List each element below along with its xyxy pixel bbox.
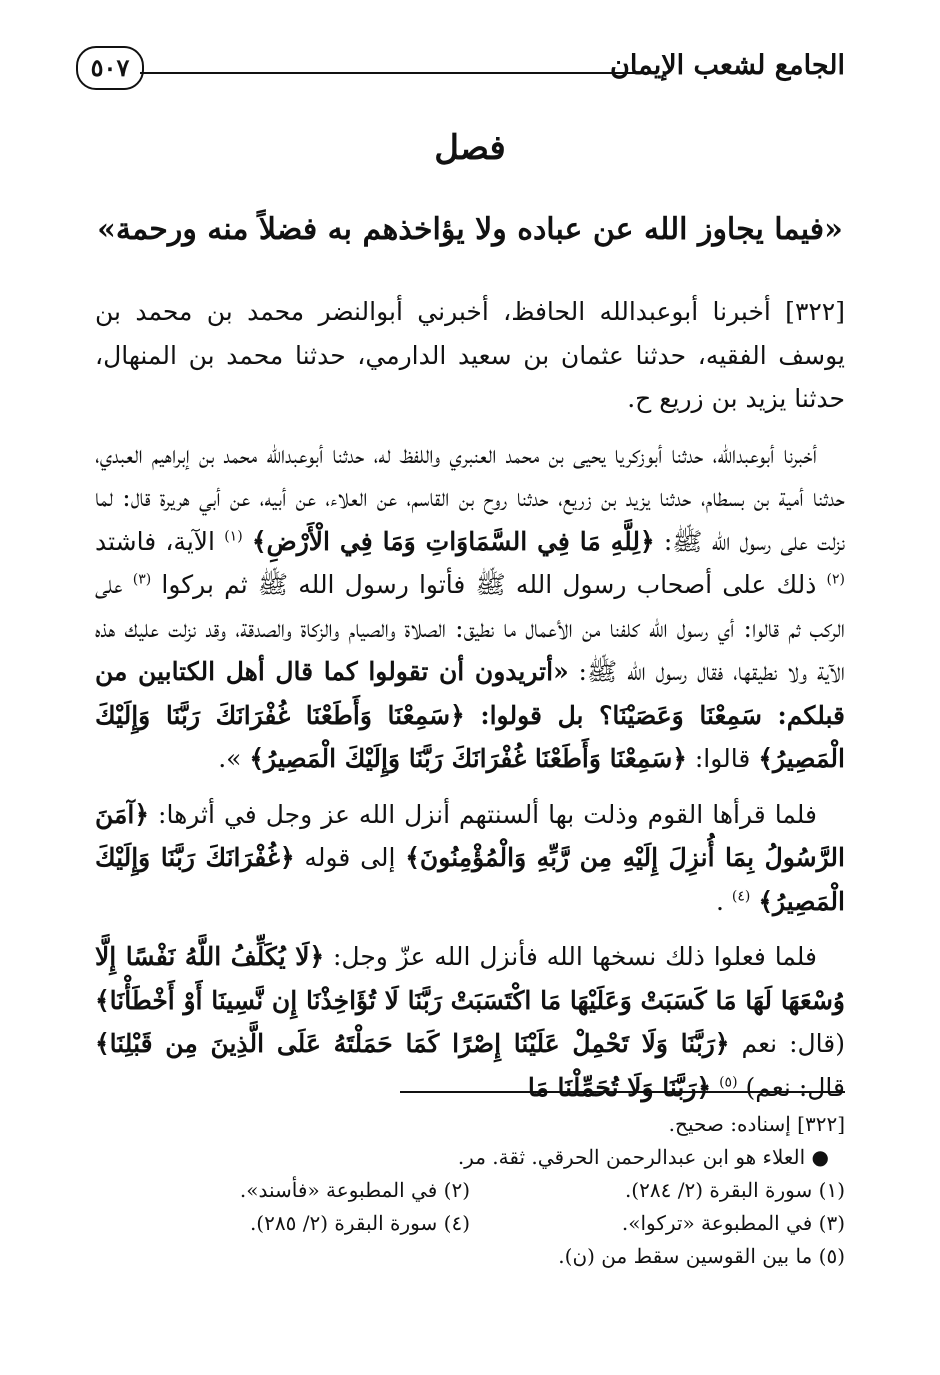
chapter-title: «فيما يجاوز الله عن عباده ولا يؤاخذهم به فضلاً منه ورحمة» xyxy=(97,212,843,247)
footnote-1: (١) سورة البقرة (٢/ ٢٨٤). xyxy=(624,1178,845,1202)
paragraph-text: ذلك على أصحاب رسول الله ﷺ فأتوا رسول الله ﷺ ثم بركوا xyxy=(161,570,817,599)
quran-verse: ﴿سَمِعْنَا وَأَطَعْنَا غُفْرَانَكَ رَبَّنَا وَإِلَيْكَ الْمَصِيرُ﴾ xyxy=(249,744,687,773)
footnotes xyxy=(95,1108,845,1273)
paragraph-text: ». xyxy=(218,744,242,773)
paragraph-text: فلما فعلوا ذلك نسخها الله فأنزل الله عزّ وجل: xyxy=(324,942,817,971)
quran-verse: ﴿آمَنَ الرَّسُولُ بِمَا أُنزِلَ إِلَيْهِ مِن رَّبِّهِ وَالْمُؤْمِنُونَ﴾ xyxy=(95,799,845,872)
running-title: الجامع لشعب الإيمان xyxy=(610,50,845,81)
paragraph-text: (قال: نعم xyxy=(729,1029,845,1058)
paragraph-text: قال: نعم) xyxy=(745,1072,845,1102)
quran-verse: ﴿رَبَّنَا وَلَا تُحَمِّلْنَا مَا xyxy=(527,1072,712,1102)
footnote-row xyxy=(95,1207,845,1240)
hadith-quote: «أتريدون أن تقولوا كما قال أهل الكتابين من قبلكم: سَمِعْنَا وَعَصَيْنَا؟ بل قولوا: ﴿سَمِعْنَا وَأَطَعْنَا غُفْرَانَكَ رَبَّنَا وَإِلَيْكَ الْمَصِيرُ﴾ xyxy=(95,657,845,773)
footnote-isnad: [٣٢٢] إسناده: صحيح. xyxy=(668,1112,845,1136)
paragraph-4 xyxy=(95,935,845,1109)
paragraph-text: . xyxy=(715,886,724,916)
section-title: فصل xyxy=(434,128,506,168)
footnote-2: (٢) في المطبوعة «فأسند». xyxy=(239,1178,470,1202)
paragraph-text: الآية، فاشتد xyxy=(95,526,215,556)
page-number: ٥٠٧ xyxy=(76,46,144,90)
paragraph-2 xyxy=(95,433,845,781)
footnote-3: (٣) في المطبوعة «تركوا». xyxy=(621,1211,845,1235)
quran-verse: ﴿غُفْرَانَكَ رَبَّنَا وَإِلَيْكَ الْمَصِيرُ﴾ xyxy=(95,843,845,916)
footnote-marker: (٤) xyxy=(731,888,751,905)
quran-verse: ﴿لَا يُكَلِّفُ اللَّهُ نَفْسًا إِلَّا وُسْعَهَا لَهَا مَا كَسَبَتْ وَعَلَيْهَا مَا اكْتَسَبَتْ رَبَّنَا لَا تُؤَاخِذْنَا إِن نَّسِينَا أَوْ أَخْطَأْنَا﴾ xyxy=(95,942,845,1015)
paragraph-1: [٣٢٢] أخبرنا أبوعبدالله الحافظ، أخبرني أبوالنضر محمد بن محمد بن يوسف الفقيه، حدثنا عثمان بن سعيد الدارمي، حدثنا محمد بن المنهال، حدثنا يزيد بن زريع ح. xyxy=(95,297,845,413)
paragraph-3 xyxy=(95,793,845,924)
footnote-separator xyxy=(400,1091,845,1093)
paragraph-text: قالوا: xyxy=(686,744,751,773)
footnote-marker: (٥) xyxy=(719,1074,738,1091)
quran-verse: ﴿رَبَّنَا وَلَا تَحْمِلْ عَلَيْنَا إِصْرًا كَمَا حَمَلْتَهُ عَلَى الَّذِينَ مِن قَبْلِنَا﴾ xyxy=(95,1029,730,1058)
paragraph-text: إلى قوله xyxy=(294,843,396,872)
paragraph-text: على الركب ثم قالوا: أي رسول الله كلفنا من الأعمال ما نطيق: الصلاة والصيام والزكاة والصدقة، وقد نزلت عليك هذه الآية ولا نطيقها، فقال رسول الله ﷺ: xyxy=(95,570,845,686)
footnote-marker: (٢) xyxy=(826,571,845,588)
paragraph-text: أخبرنا أبوعبدالله، حدثنا أبوزكريا يحيى بن محمد العنبري واللفظ له، حدثنا أبوعبدالله محمد بن إبراهيم العبدي، حدثنا أمية بن بسطام، حدثنا يزيد بن زريع، حدثنا روح بن القاسم، عن العلاء، عن أبيه، عن أبي هريرة قال: لما نزلت على رسول الله ﷺ: xyxy=(95,439,846,556)
footnote-5: (٥) ما بين القوسين سقط من (ن). xyxy=(558,1244,845,1268)
footnote-row xyxy=(95,1174,845,1207)
footnote-4: (٤) سورة البقرة (٢/ ٢٨٥). xyxy=(249,1211,470,1235)
footnote-marker: (١) xyxy=(224,528,243,545)
quran-verse: ﴿لِلَّهِ مَا فِي السَّمَاوَاتِ وَمَا فِي الْأَرْضِ﴾ xyxy=(251,526,655,556)
footnote-narrator-note: ● العلاء هو ابن عبدالرحمن الحرقي. ثقة. مر. xyxy=(457,1145,829,1169)
footnote-marker: (٣) xyxy=(132,571,152,588)
paragraph-text: فلما قرأها القوم وذلت بها ألسنتهم أنزل الله عز وجل في أثرها: xyxy=(149,799,817,829)
main-text xyxy=(95,290,845,1121)
header-rule xyxy=(140,72,655,74)
